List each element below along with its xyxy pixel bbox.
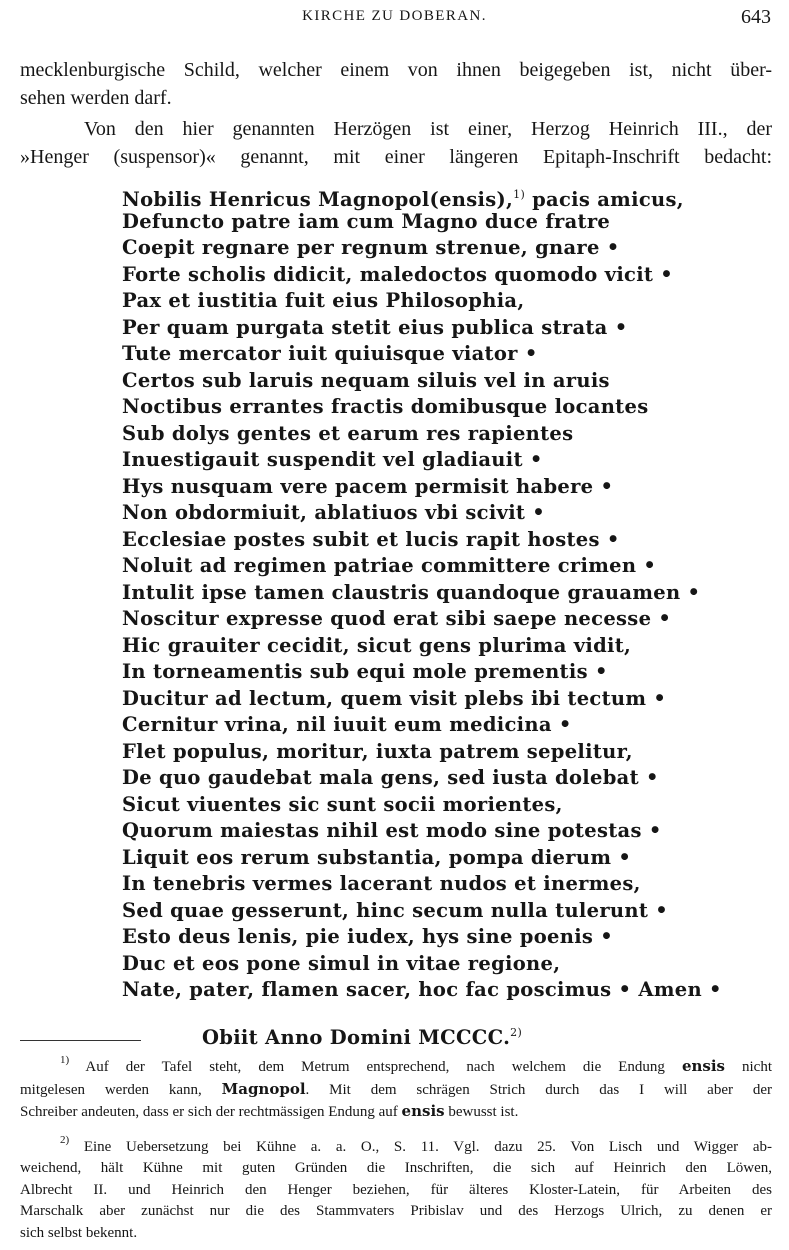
- running-title: KIRCHE ZU DOBERAN.: [302, 8, 487, 24]
- epitaph-verse: Defuncto patre iam cum Magno duce fratre: [122, 209, 611, 233]
- epitaph-verse: Certos sub laruis nequam siluis vel in aruis: [122, 368, 610, 392]
- footnote-line: [20, 1079, 772, 1102]
- epitaph-verse: Hys nusquam vere pacem permisit habere •: [122, 474, 614, 498]
- epitaph-verse: Intulit ipse tamen claustris quandoque grauamen •: [122, 580, 701, 604]
- epitaph-verse: Cernitur vrina, nil iuuit eum medicina •: [122, 713, 572, 736]
- epitaph-verse: Per quam purgata stetit eius publica strata •: [122, 315, 628, 339]
- paragraph-line: »Henger (suspensor)« genannt, mit einer längeren Epitaph-Inschrift bedacht:: [20, 145, 772, 168]
- footnote-line: Marschalk aber zunächst nur die des Stammvaters Pribislav und des Herzogs Ulrich, zu denen er: [20, 1203, 772, 1219]
- footnote-text: Eine Uebersetzung bei Kühne a. a. O., S. 11. Vgl. dazu 25. Von Lisch und Wigger ab-: [69, 1138, 772, 1155]
- footnotes: [20, 1050, 772, 1250]
- epitaph-inscription: [122, 182, 722, 1049]
- footnote-line: [20, 1101, 772, 1124]
- footnote-text: nicht: [724, 1059, 772, 1075]
- footnote-marker: 2): [510, 1026, 523, 1039]
- epitaph-verse: Inuestigauit suspendit vel gladiauit •: [122, 448, 543, 471]
- footnote-2: [20, 1130, 772, 1245]
- verse-text: Nobilis Henricus Magnopol(ensis),: [122, 188, 514, 211]
- epitaph-verse: Esto deus lenis, pie iudex, hys sine poenis •: [122, 925, 614, 948]
- paragraph-continuation: [20, 57, 772, 112]
- verse-text: pacis amicus,: [525, 188, 684, 211]
- epitaph-verse: Pax et iustitia fuit eius Philosophia,: [122, 289, 525, 312]
- epitaph-verse: In tenebris vermes lacerant nudos et inermes,: [122, 872, 641, 895]
- epitaph-verse: De quo gaudebat mala gens, sed iusta dolebat •: [122, 766, 659, 789]
- page-number: 643: [741, 6, 771, 28]
- epitaph-verse: Hic grauiter cecidit, sicut gens plurima vidit,: [122, 633, 632, 657]
- epitaph-verse: Nate, pater, flamen sacer, hoc fac poscimus • Amen •: [122, 978, 722, 1001]
- epitaph-verse: Tute mercator iuit quiuisque viator •: [122, 342, 538, 365]
- paragraph-line: Von den hier genannten Herzögen ist einer, Herzog Heinrich III., der: [84, 118, 772, 140]
- closing-text: Obiit Anno Domini MCCCC.: [202, 1026, 511, 1049]
- epitaph-verse: Sicut viuentes sic sunt socii morientes,: [122, 792, 563, 816]
- paragraph-intro: [20, 116, 772, 171]
- epitaph-verse: [122, 182, 682, 209]
- epitaph-closing: [202, 1020, 522, 1052]
- footnote-text: . Mit dem schrägen Strich durch das I will aber der: [305, 1081, 773, 1098]
- footnote-term: ensis: [681, 1057, 725, 1075]
- epitaph-verse: Ducitur ad lectum, quem visit plebs ibi tectum •: [122, 686, 667, 710]
- epitaph-verse: Noscitur expresse quod erat sibi saepe necesse •: [122, 607, 672, 630]
- footnote-term: Magnopol: [221, 1079, 306, 1098]
- epitaph-verse: Coepit regnare per regnum strenue, gnare •: [122, 236, 620, 259]
- footnote-line: weichend, hält Kühne mit guten Gründen die Inschriften, die sich auf Heinrich den Löwen,: [20, 1160, 772, 1176]
- epitaph-verse: Quorum maiestas nihil est modo sine potestas •: [122, 819, 662, 842]
- epitaph-verse: Duc et eos pone simul in vitae regione,: [122, 951, 561, 975]
- paragraph-line: mecklenburgische Schild, welcher einem von ihnen beigegeben ist, nicht über-: [20, 59, 772, 81]
- epitaph-verse: Ecclesiae postes subit et lucis rapit hostes •: [122, 527, 620, 551]
- footnote-line: [20, 1050, 772, 1079]
- footnote-text: Auf der Tafel steht, dem Metrum entsprechend, nach welchem die Endung: [69, 1059, 682, 1075]
- footnote-text: mitgelesen werden kann,: [20, 1081, 222, 1098]
- paragraph-line: sehen werden darf.: [20, 86, 172, 109]
- footnote-line: Albrecht II. und Heinrich den Henger beziehen, für älteres Kloster-Latein, für Arbeiten des: [20, 1181, 772, 1198]
- epitaph-verse: In torneamentis sub equi mole prementis •: [122, 660, 608, 683]
- epitaph-verse: Liquit eos rerum substantia, pompa dierum •: [122, 845, 632, 869]
- footnote-line: [20, 1130, 772, 1159]
- footnote-divider: [20, 1040, 141, 1041]
- epitaph-verse: Noluit ad regimen patriae committere crimen •: [122, 554, 657, 577]
- footnote-text: bewusst ist.: [444, 1104, 519, 1120]
- epitaph-verse: Sed quae gesserunt, hinc secum nulla tulerunt •: [122, 898, 669, 922]
- epitaph-verse: Flet populus, moritur, iuxta patrem sepelitur,: [122, 739, 633, 763]
- footnote-term: ensis: [401, 1102, 445, 1120]
- epitaph-verse: Noctibus errantes fractis domibusque locantes: [122, 395, 649, 418]
- footnote-line: sich selbst bekennt.: [20, 1224, 138, 1241]
- footnote-marker: 2): [60, 1133, 70, 1146]
- footnote-1: [20, 1050, 772, 1124]
- running-head: [0, 6, 789, 30]
- epitaph-verse: Forte scholis didicit, maledoctos quomodo vicit •: [122, 262, 674, 286]
- epitaph-verse: Non obdormiuit, ablatiuos vbi scivit •: [122, 501, 546, 524]
- footnote-marker: 1): [60, 1054, 70, 1066]
- epitaph-verse: Sub dolys gentes et earum res rapientes: [122, 421, 574, 445]
- footnote-marker: 1): [513, 188, 526, 201]
- footnote-text: Schreiber andeuten, dass er sich der rechtmässigen Endung auf: [20, 1104, 402, 1120]
